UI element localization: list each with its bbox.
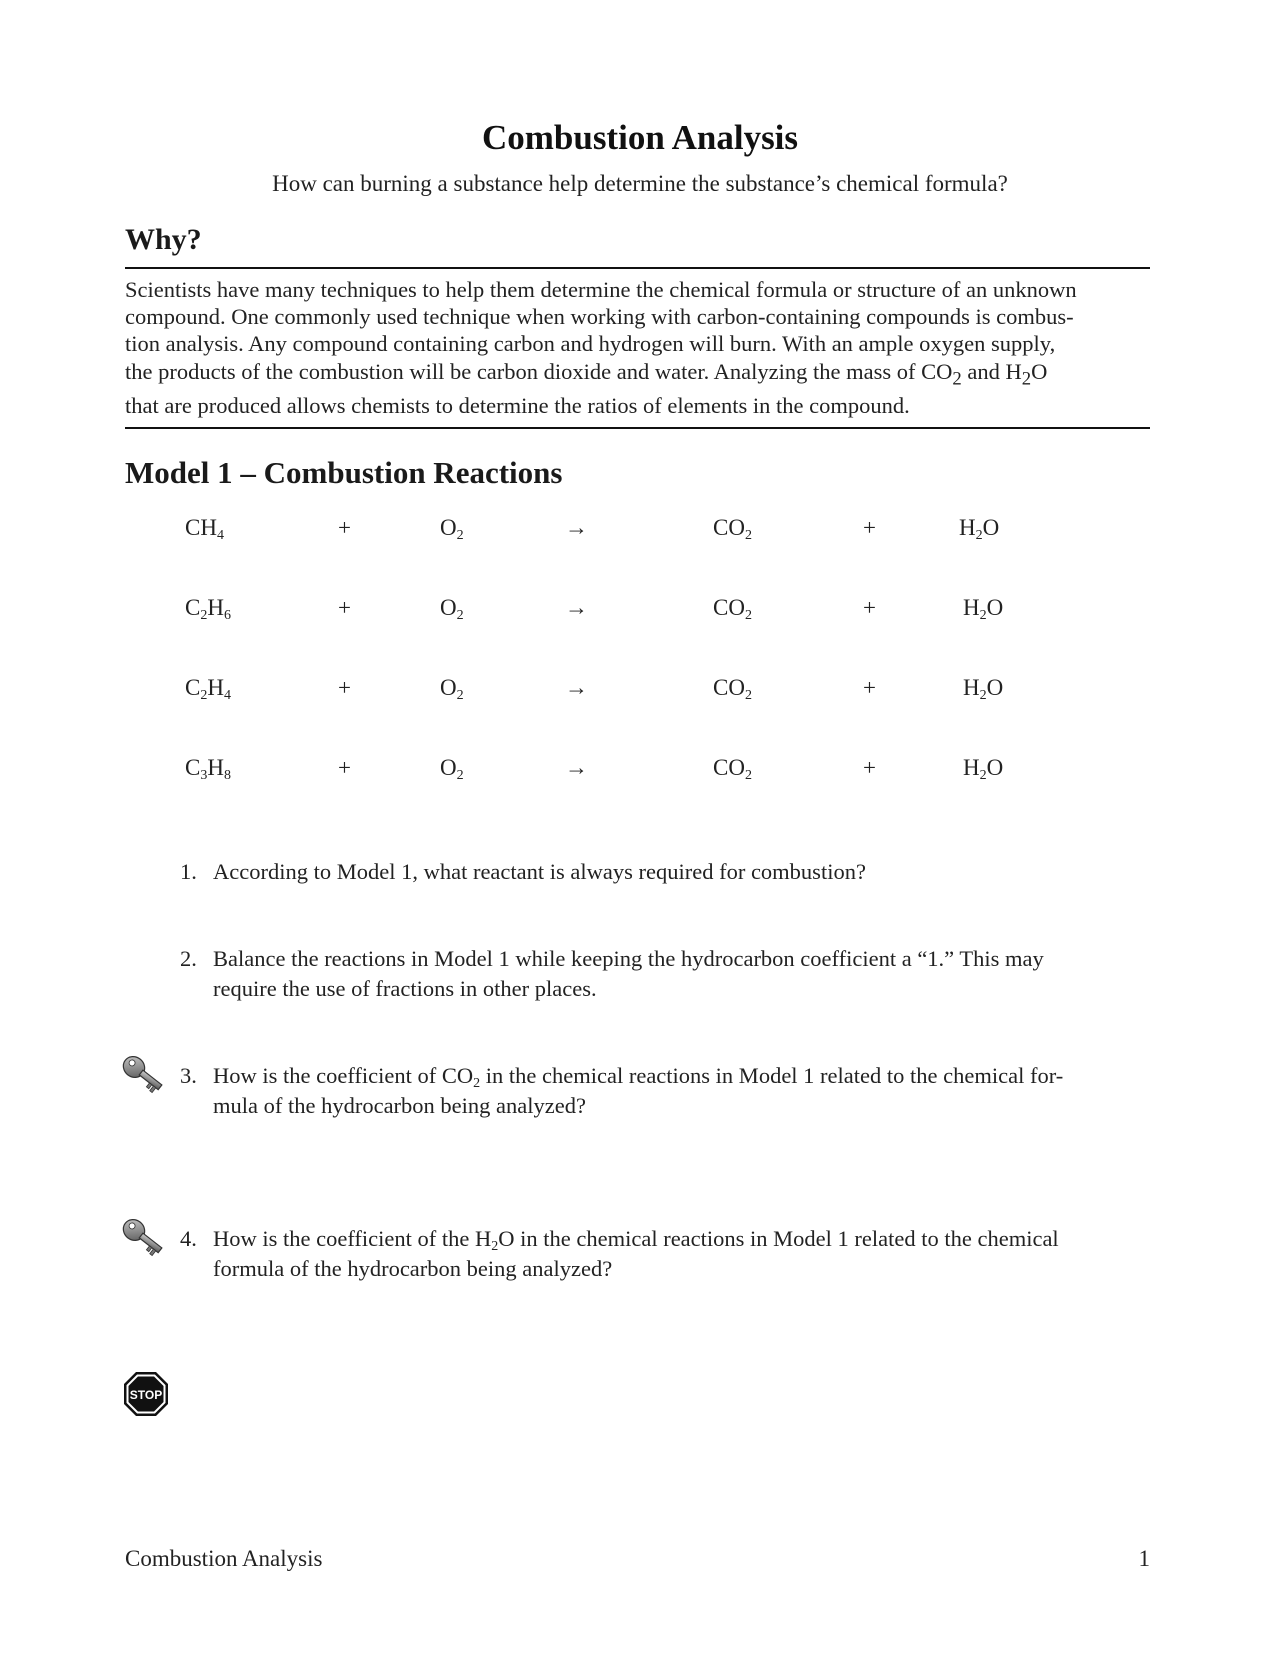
- text-line: Balance the reactions in Model 1 while keeping the hydrocarbon coefficient a “1.” This may: [213, 946, 1044, 971]
- question-line: [213, 974, 1140, 1004]
- subscript: 8: [223, 768, 231, 783]
- element-symbol: O: [986, 755, 1004, 780]
- why-heading: Why?: [125, 223, 202, 256]
- key-icon: [120, 1216, 170, 1260]
- question-number: 1.: [180, 859, 197, 884]
- reaction-product1: [713, 755, 752, 781]
- question-line: [213, 1224, 1140, 1254]
- element-symbol: O: [986, 675, 1004, 700]
- element-symbol: H: [207, 755, 224, 780]
- question-3: [180, 1061, 1140, 1121]
- reaction-arrow: →: [565, 675, 588, 700]
- subscript: 2: [744, 768, 752, 783]
- element-symbol: CO: [713, 755, 745, 780]
- reaction-product2: [959, 515, 999, 541]
- question-line: [213, 857, 1140, 887]
- reaction-plus1: +: [338, 675, 351, 700]
- subscript: 2: [200, 608, 208, 623]
- question-4: [180, 1224, 1140, 1284]
- reaction-reactant: [185, 675, 231, 701]
- element-symbol: O: [440, 755, 457, 780]
- subscript: 2: [456, 768, 464, 783]
- stop-label: STOP: [129, 1388, 163, 1402]
- reaction-product2: [963, 755, 1003, 781]
- subscript: 3: [200, 768, 208, 783]
- question-line: [213, 1061, 1140, 1091]
- page-title: Combustion Analysis: [481, 118, 799, 157]
- subscript: 2: [1021, 368, 1032, 390]
- stop-sign-icon: [122, 1370, 170, 1418]
- element-symbol: H: [963, 755, 980, 780]
- subscript: 4: [223, 688, 231, 703]
- reaction-row: [0, 755, 1280, 795]
- element-symbol: H: [963, 595, 980, 620]
- reaction-oxygen: [440, 675, 464, 701]
- footer-title: Combustion Analysis: [125, 1546, 323, 1571]
- reaction-product2: [963, 595, 1003, 621]
- element-symbol: H: [200, 515, 217, 540]
- text-fragment: in the chemical reactions in Model 1 related to the chemical for-: [480, 1063, 1064, 1088]
- question-1: [180, 857, 1140, 887]
- subscript: 2: [200, 688, 208, 703]
- subscript: 6: [223, 608, 231, 623]
- text-line: tion analysis. Any compound containing carbon and hydrogen will burn. With an ample oxygen supply,: [125, 331, 1056, 357]
- question-line: [213, 944, 1140, 974]
- key-icon: [120, 1053, 170, 1097]
- subscript: 2: [979, 608, 987, 623]
- subscript: 2: [491, 1239, 499, 1254]
- element-symbol: C: [185, 595, 201, 620]
- subscript: 2: [744, 608, 752, 623]
- reaction-product1: [713, 675, 752, 701]
- question-text: [213, 1061, 1140, 1121]
- reaction-product2: [963, 675, 1003, 701]
- reaction-plus2: +: [863, 595, 876, 620]
- question-text: [213, 944, 1140, 1004]
- element-symbol: O: [440, 515, 457, 540]
- subscript: 4: [216, 528, 224, 543]
- element-symbol: C: [185, 755, 201, 780]
- element-symbol: CO: [713, 515, 745, 540]
- subscript: 2: [979, 768, 987, 783]
- text-fragment: O in the chemical reactions in Model 1 related to the chemical: [498, 1226, 1059, 1251]
- text-line: formula of the hydrocarbon being analyzed?: [213, 1256, 613, 1281]
- why-bottom-rule: [125, 427, 1150, 429]
- element-symbol: O: [440, 595, 457, 620]
- text-fragment: the products of the combustion will be carbon dioxide and water. Analyzing the mass of CO: [125, 358, 953, 384]
- reaction-oxygen: [440, 515, 464, 541]
- subscript: 2: [952, 368, 962, 390]
- why-paragraph: [125, 276, 1155, 420]
- reaction-arrow: →: [565, 515, 588, 540]
- question-number: 4.: [180, 1226, 197, 1251]
- element-symbol: O: [440, 675, 457, 700]
- subscript: 2: [456, 688, 464, 703]
- element-symbol: CO: [713, 595, 745, 620]
- reaction-plus2: +: [863, 755, 876, 780]
- reaction-row: [0, 675, 1280, 715]
- reaction-reactant: [185, 755, 231, 781]
- reaction-reactant: [185, 595, 231, 621]
- subscript: 2: [744, 688, 752, 703]
- text-fragment: and H: [961, 358, 1022, 384]
- reaction-reactant: [185, 515, 224, 541]
- reaction-plus1: +: [338, 595, 351, 620]
- why-line: [125, 276, 1155, 303]
- reaction-oxygen: [440, 755, 464, 781]
- element-symbol: O: [986, 595, 1004, 620]
- page-number: 1: [1138, 1546, 1150, 1571]
- text-line: Scientists have many techniques to help them determine the chemical formula or structure of an unknown: [125, 277, 1077, 302]
- element-symbol: H: [207, 675, 224, 700]
- question-text: [213, 857, 1140, 887]
- question-number: 3.: [180, 1063, 197, 1088]
- reaction-plus2: +: [863, 675, 876, 700]
- question-line: [213, 1091, 1140, 1121]
- reaction-arrow: →: [565, 595, 588, 620]
- text-fragment: How is the coefficient of CO: [213, 1063, 474, 1088]
- element-symbol: H: [207, 595, 224, 620]
- subscript: 2: [456, 528, 464, 543]
- reaction-plus1: +: [338, 755, 351, 780]
- question-text: [213, 1224, 1140, 1284]
- why-line: [125, 303, 1155, 330]
- reaction-product1: [713, 595, 752, 621]
- text-fragment: How is the coefficient of the H: [213, 1226, 492, 1251]
- element-symbol: H: [963, 675, 980, 700]
- reaction-plus2: +: [863, 515, 876, 540]
- model-1-heading: Model 1 – Combustion Reactions: [125, 455, 563, 490]
- element-symbol: O: [982, 515, 1000, 540]
- reaction-arrow: →: [565, 755, 588, 780]
- text-line: require the use of fractions in other places.: [213, 976, 597, 1001]
- subscript: 2: [473, 1076, 481, 1091]
- text-line: that are produced allows chemists to determine the ratios of elements in the compound.: [125, 393, 910, 419]
- text-line: According to Model 1, what reactant is always required for combustion?: [213, 859, 866, 884]
- reaction-row: [0, 515, 1280, 555]
- element-symbol: C: [185, 515, 201, 540]
- page-subtitle: How can burning a substance help determine the substance’s chemical formula?: [272, 171, 1008, 196]
- text-line: mula of the hydrocarbon being analyzed?: [213, 1093, 586, 1118]
- element-symbol: CO: [713, 675, 745, 700]
- reaction-row: [0, 595, 1280, 635]
- question-number: 2.: [180, 946, 197, 971]
- reaction-plus1: +: [338, 515, 351, 540]
- text-line: compound. One commonly used technique when working with carbon-containing compounds is combus-: [125, 304, 1074, 330]
- why-line: [125, 392, 1155, 419]
- subscript: 2: [744, 528, 752, 543]
- element-symbol: C: [185, 675, 201, 700]
- question-line: [213, 1254, 1140, 1284]
- why-top-rule: [125, 267, 1150, 269]
- subscript: 2: [979, 688, 987, 703]
- text-fragment: O: [1031, 358, 1048, 384]
- subscript: 2: [975, 528, 983, 543]
- element-symbol: H: [959, 515, 976, 540]
- why-line: [125, 330, 1155, 357]
- why-line: [125, 358, 1155, 393]
- reaction-oxygen: [440, 595, 464, 621]
- subscript: 2: [456, 608, 464, 623]
- question-2: [180, 944, 1140, 1004]
- reaction-product1: [713, 515, 752, 541]
